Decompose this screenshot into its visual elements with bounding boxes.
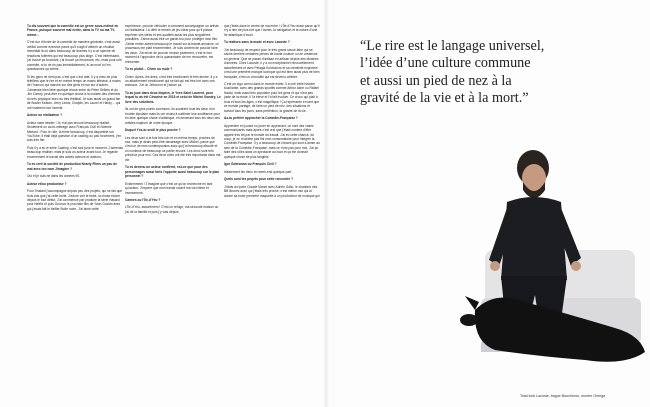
interview-column-3 (224, 24, 320, 201)
interview-answer: Idéalement les deux en week-end quelque part. (224, 169, 293, 174)
interview-answer: que j’étais dans le ventre de ma mère ! L’Île-d’Yeu aussi parce qu’il n’y a rien de plus tort que l’océan, la navigation et la nature d’une île atlantique d’avoir. (224, 24, 320, 37)
interview-question: Tu es devenu un acteur confirmé, est-ce que pour des personnages aussi forts l’apporte aussi beaucoup sur le plan personnel ? (125, 165, 220, 179)
interview-answer: Puis il y a eu le série Casting, c’est tout pour le moment. J’aimerais beaucoup réaliser, mais je suis un acteur avant tout. Je regarde énormément le travail des autres acteurs et auteurs. (27, 145, 124, 159)
interview-answer: L’Île-d’Yeu, assurément ! C’est un refuge, ma seconde maison où j’ai de la famille et puis j’y vais depuis (125, 205, 219, 214)
dog-ear (465, 296, 479, 310)
interview-question: Tu réalises sans la mode et avec Lacoste ? (224, 40, 290, 45)
interview-answer: C’est un logo connu dans le monde entier. Il a une belle histoire touchante, avec des grands sportifs comme Arthur Ashe ou Rafael Nadal, mais aussi très populaire pour les gens et qui n’est pas juste de la mode, il l’a élevé et l’a fait évoluer. Ce croco qui plaît à tous et tous les âges, c’est magnifique ! Ça représente en tant que ce monde partagé, de faire un pied de nez, des situations et surtout tous les jours, sans prétention, la gravité de la vie. (224, 81, 320, 113)
pull-quote-line: et aussi un pied de nez à la (360, 72, 512, 89)
interview-answer: Acteur sans hésiter ! Je n’ai pas encore beaucoup réalisé. Seulement un court-métrage avec François Civil et Noémie Merlant : Pour le rôle, la frime beaucoup, il est disponible sur YouTube. Il était déjà question d’un casting ou pas forcément, j’en suis très fier. (27, 120, 122, 143)
interview-column-1 (27, 24, 123, 214)
interview-question: Duquel t’es-tu senti le plus proche ? (125, 128, 181, 133)
interview-question: Igor Gotesman ou François Civil ? (224, 162, 277, 167)
interview-answer: Pour l’instant j’accompagne depuis peu des projets, qui ne fait que trois ans que j’ai cette boîte. J’adore voir le bébé, la chose éclore depuis le tout début. J’ai commencé par produire la série Hasard pour Netflix et puis Gounoo le prochain film de Yann Gozlan avec qui j’avais fait le thriller Boîte noire. J’ai aimé cette (27, 189, 123, 211)
interview-question: Tu as joué dans deux biopics, le Yves Saint Laurent, pour lequel tu as été Césarisé en 2015 et celui de Michel Gondry, Le livre des solutions. (125, 90, 221, 104)
interview-answer: Chien. Après, les ânes, c’est très émotionnel et très tendre. Il y a un attachement émotionnel qui se fait qui est très fort avec ces animaux. J’ai un Jébouron et j’adore ça. (125, 74, 218, 88)
interview-question: Acteur ou réalisateur ? (27, 113, 63, 118)
right-hand (571, 261, 581, 271)
interview-question: Tu dis souvent que la comédie est un genre sous-estimé en France, puisque souvent mal écrite, dans la TV ou ma TV-même… (27, 24, 119, 37)
interview-answer: Si les gens ne rient pas, c’est que c’est raté. Il y a chez de plus téléfilms que le rire et en même temps un moins télévisé, à moins de l’humour qui marche sur des gens et non sur d’autres. J’aimerais bien faire quelque chose entre du Peter Sellers et du Jim Carrey, peut-être en quelque chose à la croisée des chemins du très physique avec du très théâtral. Je suis aussi un grand fan de Buster Keaton, Jerry Lewis, Chaplin, les Laurel et Hardy… qui ont vraiment tout inventé. (27, 74, 121, 110)
interview-question: Quels sont tes projets pour cette rencontre ? (224, 177, 294, 182)
page-gutter (323, 0, 329, 407)
photo-caption: Total look Lacoste, bague Boucheron, montre Omega (520, 394, 606, 398)
interview-answer: C’est dur d’écrire de la comédie de manière générale, c’est aussi vieillot comme exercice parce qu’il s’agit d’obtenir un résultat immédiat là où dans beaucoup de drames il y a un spectre de réactions tolérées qui est beaucoup plus large. C’est intéressant, j’ai trouvé ça touchant, j’ai trouvé ça émouvant, etc, mais pour une comédie, si tu ne ris pas immédiatement, tu as mort tu t’en questionnes ça même. (27, 40, 122, 72)
interview-answer: Les deux sont à la fois très loin et en même temps, proches de moi, mais je dirais peut-être davantage avec Michel, parce que c’est un de mes contemporains avec qui j’ai beaucoup discuté et on continue de beaucoup se parler encore. Les deux sont très précieux pour moi. Ces deux rôles ont été très importants dans ma vie. (125, 135, 221, 162)
black-polo-shirt (501, 197, 567, 280)
interview-answer: Ils ont de gros points communs. Ils soutirent tous les deux d’un trouble bipolaire mais ils ont réussi à sublimer leur souffrance pour en faire quelque chose d’artistique, en devenant tous les deux des artistes majeurs de notre époque. (125, 107, 221, 125)
interview-answer: Oui et je suis né dans les années 90. (27, 174, 81, 179)
pull-quote-line: “Le rire est le langage universel, (360, 38, 545, 54)
interview-answer: Evidemment ! J’imagine que c’est ce qu’on recherche en tant qu’acteur. J’espère que mon travail nourrit ma vie intime et inversement. (125, 181, 213, 195)
interview-question: Cannes ou l’Île-d’Yeu ? (125, 197, 161, 202)
dog-snout (460, 314, 478, 326)
pull-quote (360, 38, 620, 107)
left-hand (490, 261, 500, 271)
interview-answer: Apprendre en jouant ou jouer en apprenant, un sont des vases communicants mais après c’est vrai que j’étais content d’être appelé très tôt par le monde du travail. J’ai eu cette chance, du coup, je ne m’abîme pas fini mon conservatoire pour intégrer la Comédie-Française. Il y a beaucoup de choses qui sont à aimer au sein de la Comédie-Française, mais ce n’est pas pour moi. J’ai pu faire des rôles dans un spectacle au bout et ça me donnait quelque chose de plus tangible. (224, 123, 320, 159)
interview-question: Acteur et/ou producteur ? (27, 181, 67, 186)
interview-answer: J’ai beaucoup de respect pour le très grand savoir-faire qui se cache derrière certaines pièces de haute couture ou de créateurs en général. Que se passe d’artisan en artisan depuis des dizaines d’années. Chez Lacoste, il y a un exceptionnel renouvellement actuellement et avec Pelagia Kolotouros et sa créativité explosive c’est une première marque iconique qui est bien aussi plus de bien française, c’est un crocodile qui est devenu célèbre. (224, 47, 320, 79)
portrait-photo (455, 120, 650, 382)
interview-question: Tu es plutôt… Chien ou mule ? (125, 67, 173, 72)
interview-column-2 (125, 24, 221, 217)
interview-answer: expérience, pouvoir véhiculer à comment accompagner un artiste, un réalisateur. Là offrir le terrain de jeu idéal pour qu’il puisse exprimer ses idées et ses qualités aussi les plus singulières possibles. J’aime aussi être un garde-fou pour protéger mon film. J’aime entrer autres beaucoup le travail sur la bande-annonce, ce processus me plaît énormément. Je suis content de pouvoir faire les deux. J’ai envie de pouvoir réussir justement, c’est le bon moment à l’approche de la quarantaine de me renouveler, me réinventer. (125, 24, 220, 64)
pull-quote-line: gravité de la vie et à la mort.” (360, 89, 529, 106)
interview-answer: J’étais au lycée Claude Monet avec Adrien Gallo, le chanteur des BB Brunes avec qui j’étais très proche, c’est même moi qui ai donné sa toute première maquette à un producteur de musique qui (224, 184, 320, 198)
interview-question: As-tu préféré approcher la Comédie-Française ? (224, 116, 298, 121)
interview-question: Tu es créé la société de production Nearly Films un peu de mal avec ton nom Jimagine ? (27, 162, 118, 171)
pull-quote-line: l’idée d’une culture commune (360, 55, 531, 72)
